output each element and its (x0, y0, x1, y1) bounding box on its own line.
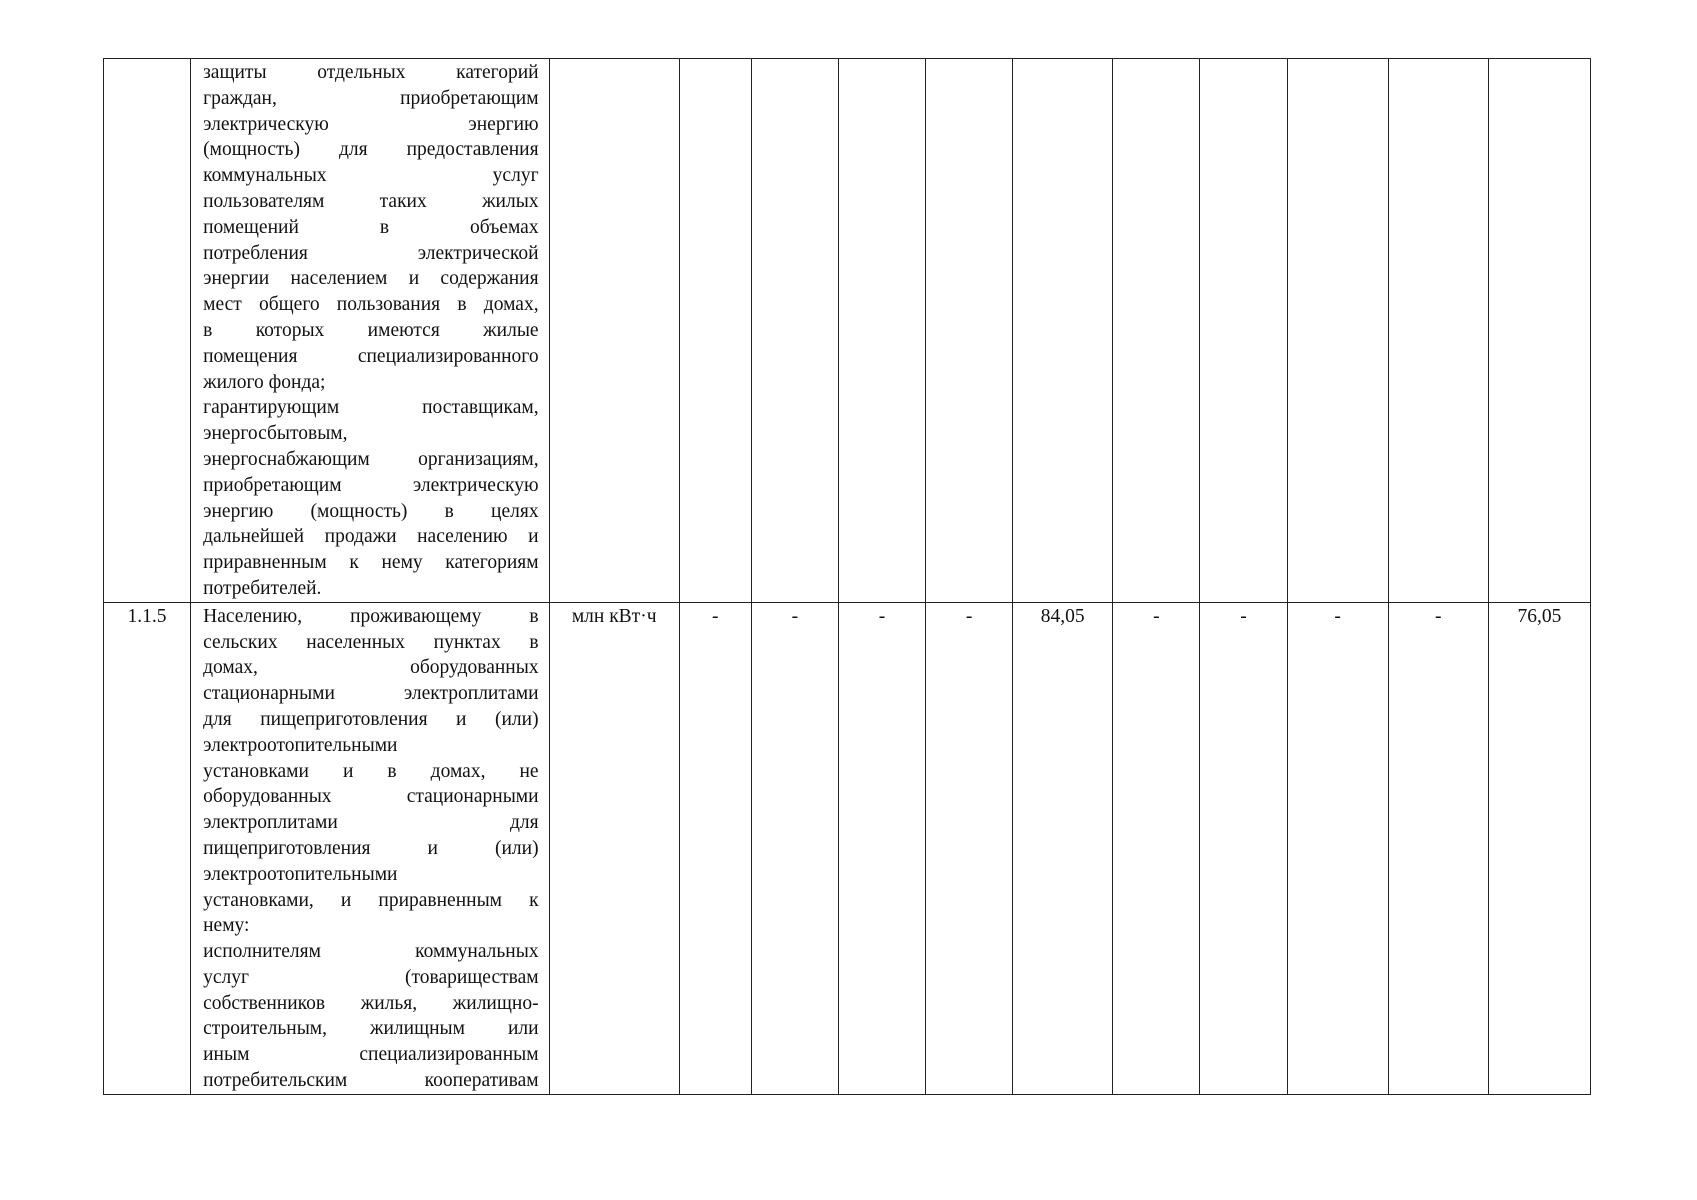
description-line: потребления электрической (203, 242, 539, 264)
value-cell (1388, 59, 1488, 603)
description-line: помещения специализированного (203, 345, 539, 367)
description-line: строительным, жилищным или (203, 1018, 539, 1040)
description-line: собственников жилья, жилищно- (203, 992, 539, 1014)
description-line: электроотопительными (203, 863, 398, 885)
value-cell: - (1388, 602, 1488, 1094)
row-unit (549, 59, 679, 603)
description-line: исполнителям коммунальных (203, 941, 539, 963)
value-cell: - (1113, 602, 1200, 1094)
description-line: нему: (203, 915, 250, 937)
description-line: в которых имеются жилые (203, 319, 539, 341)
description-line: услуг (товариществам (203, 966, 539, 988)
description-line: иным специализированным (203, 1044, 539, 1066)
description-line: коммунальных услуг (203, 165, 539, 187)
value-cell: - (926, 602, 1013, 1094)
description-line: приобретающим электрическую (203, 474, 539, 496)
description-line: приравненным к нему категориям (203, 552, 539, 574)
description-line: энергию (мощность) в целях (203, 500, 539, 522)
value-cell: 76,05 (1488, 602, 1590, 1094)
description-line: установками и в домах, не (203, 760, 539, 782)
value-cell (838, 59, 925, 603)
value-cell (1200, 59, 1287, 603)
description-line: оборудованных стационарными (203, 786, 539, 808)
description-line: защиты отдельных категорий (203, 62, 539, 83)
description-line: потребителей. (203, 577, 322, 599)
description-line: сельских населенных пунктах в (203, 631, 539, 653)
value-cell (679, 59, 751, 603)
description-line: пользователям таких жилых (203, 190, 539, 212)
description-line: жилого фонда; (203, 371, 326, 393)
description-line: установками, и приравненным к (203, 889, 539, 911)
value-cell (1013, 59, 1113, 603)
description-line: потребительским кооперативам (203, 1070, 539, 1092)
description-line: мест общего пользования в домах, (203, 294, 539, 316)
value-cell (1488, 59, 1590, 603)
description-line: для пищеприготовления и (или) (203, 708, 539, 730)
value-cell: - (679, 602, 751, 1094)
description-line: Населению, проживающему в (203, 605, 539, 627)
table-row (104, 59, 1591, 603)
description-line: помещений в объемах (203, 216, 539, 238)
description-line: пищеприготовления и (или) (203, 837, 539, 859)
value-cell (751, 59, 838, 603)
row-number: 1.1.5 (104, 602, 191, 1094)
description-line: энергосбытовым, (203, 423, 348, 445)
table-row (104, 602, 1591, 1094)
value-cell: 84,05 (1013, 602, 1113, 1094)
description-line: электроотопительными (203, 734, 398, 756)
description-line: (мощность) для предоставления (203, 139, 539, 161)
description-line: электроплитами для (203, 812, 539, 834)
description-line: энергоснабжающим организациям, (203, 448, 539, 470)
data-table (103, 58, 1591, 1095)
value-cell: - (751, 602, 838, 1094)
value-cell (1113, 59, 1200, 603)
description-line: граждан, приобретающим (203, 87, 539, 109)
row-unit: млн кВт·ч (549, 602, 679, 1094)
row-number (104, 59, 191, 603)
value-cell: - (838, 602, 925, 1094)
row-description (191, 602, 549, 1094)
description-line: гарантирующим поставщикам, (203, 397, 539, 419)
row-description (191, 59, 549, 603)
description-line: стационарными электроплитами (203, 683, 539, 705)
value-cell: - (1287, 602, 1388, 1094)
value-cell (1287, 59, 1388, 603)
description-line: дальнейшей продажи населению и (203, 526, 539, 548)
value-cell (926, 59, 1013, 603)
value-cell: - (1200, 602, 1287, 1094)
description-line: домах, оборудованных (203, 657, 539, 679)
description-line: энергии населением и содержания (203, 268, 539, 290)
description-line: электрическую энергию (203, 113, 539, 135)
